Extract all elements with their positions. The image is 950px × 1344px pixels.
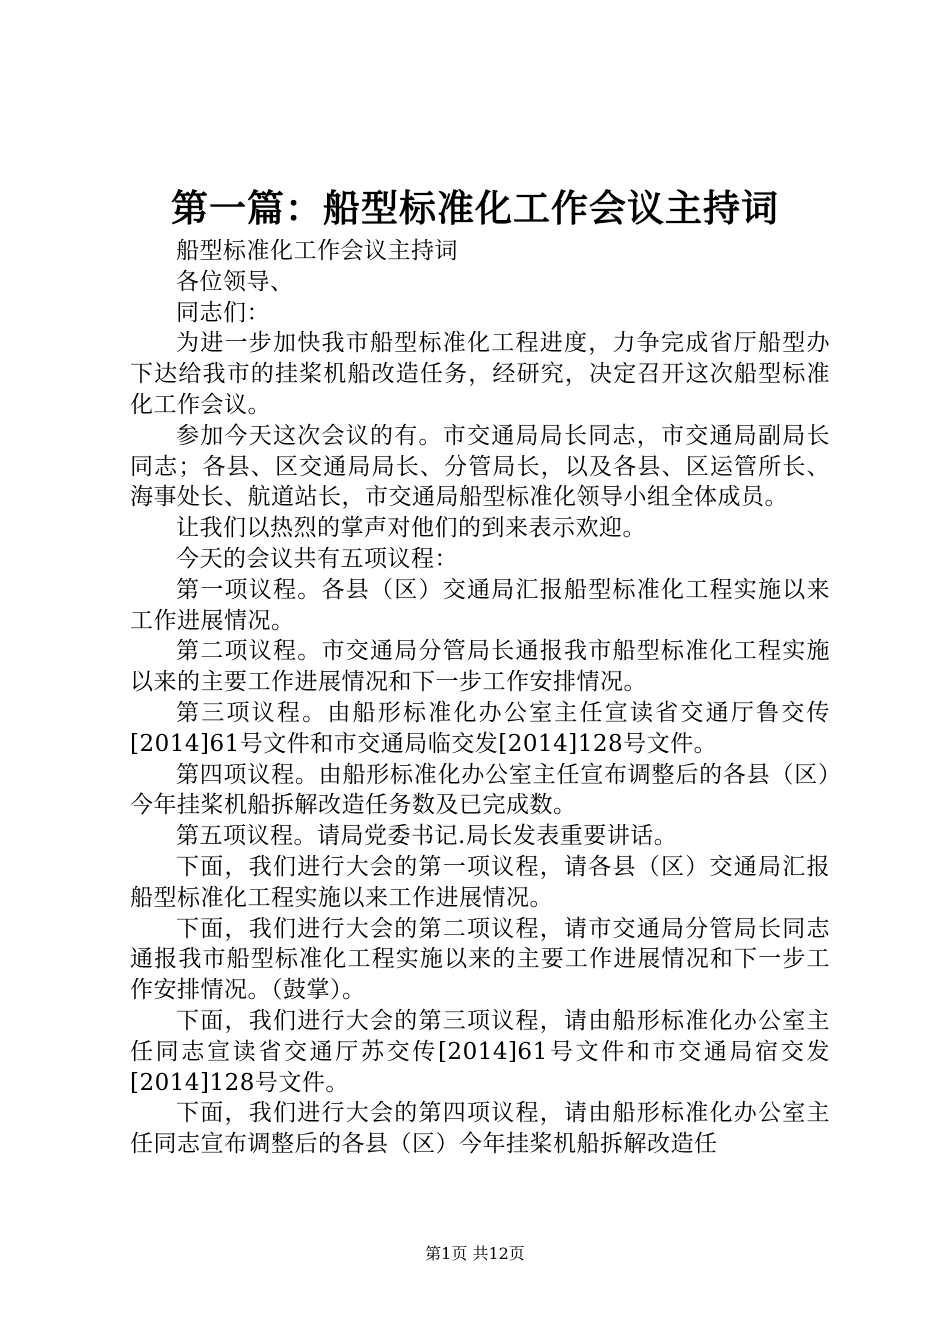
paragraph-proceed-item-4: 下面，我们进行大会的第四项议程，请由船形标准化办公室主任同志宣布调整后的各县（区）今年挂桨机船拆解改造任 [130,1100,830,1158]
paragraph-salutation-leaders: 各位领导、 [176,268,294,295]
paragraph-attendees: 参加今天这次会议的有。市交通局局长同志，市交通局副局长同志；各县、区交通局局长、分管局长，以及各县、区运管所长、海事处长、航道站长，市交通局船型标准化领导小组全体成员。 [130,422,830,511]
paragraph-welcome: 让我们以热烈的掌声对他们的到来表示欢迎。 [176,515,646,542]
document-title: 第一篇：船型标准化工作会议主持词 [171,186,779,230]
paragraph-agenda-item-4: 第四项议程。由船形标准化办公室主任宣布调整后的各县（区）今年挂桨机船拆解改造任务数及已完成数。 [130,761,830,819]
paragraph-agenda-item-2: 第二项议程。市交通局分管局长通报我市船型标准化工程实施以来的主要工作进展情况和下一步工作安排情况。 [130,638,830,696]
paragraph-agenda-item-1: 第一项议程。各县（区）交通局汇报船型标准化工程实施以来工作进展情况。 [130,576,830,634]
paragraph-agenda-intro: 今天的会议共有五项议程： [176,545,458,572]
paragraph-proceed-item-3: 下面，我们进行大会的第三项议程，请由船形标准化办公室主任同志宣读省交通厅苏交传[2014]61号文件和市交通局宿交发[2014]128号文件。 [130,1007,830,1096]
page-number-footer: 第1页 共12页 [425,1244,525,1263]
paragraph-proceed-item-1: 下面，我们进行大会的第一项议程，请各县（区）交通局汇报船型标准化工程实施以来工作进展情况。 [130,853,830,911]
paragraph-purpose: 为进一步加快我市船型标准化工程进度，力争完成省厅船型办下达给我市的挂桨机船改造任务，经研究，决定召开这次船型标准化工作会议。 [130,330,830,418]
paragraph-heading: 船型标准化工作会议主持词 [176,238,458,264]
paragraph-agenda-item-5: 第五项议程。请局党委书记.局长发表重要讲话。 [176,823,678,850]
paragraph-salutation-comrades: 同志们： [176,299,270,326]
document-body [130,236,830,1160]
paragraph-agenda-item-3: 第三项议程。由船形标准化办公室主任宣读省交通厅鲁交传[2014]61号文件和市交通局临交发[2014]128号文件。 [130,699,830,757]
paragraph-proceed-item-2: 下面，我们进行大会的第二项议程，请市交通局分管局长同志通报我市船型标准化工程实施以来的主要工作进展情况和下一步工作安排情况。（鼓掌）。 [130,915,830,1004]
